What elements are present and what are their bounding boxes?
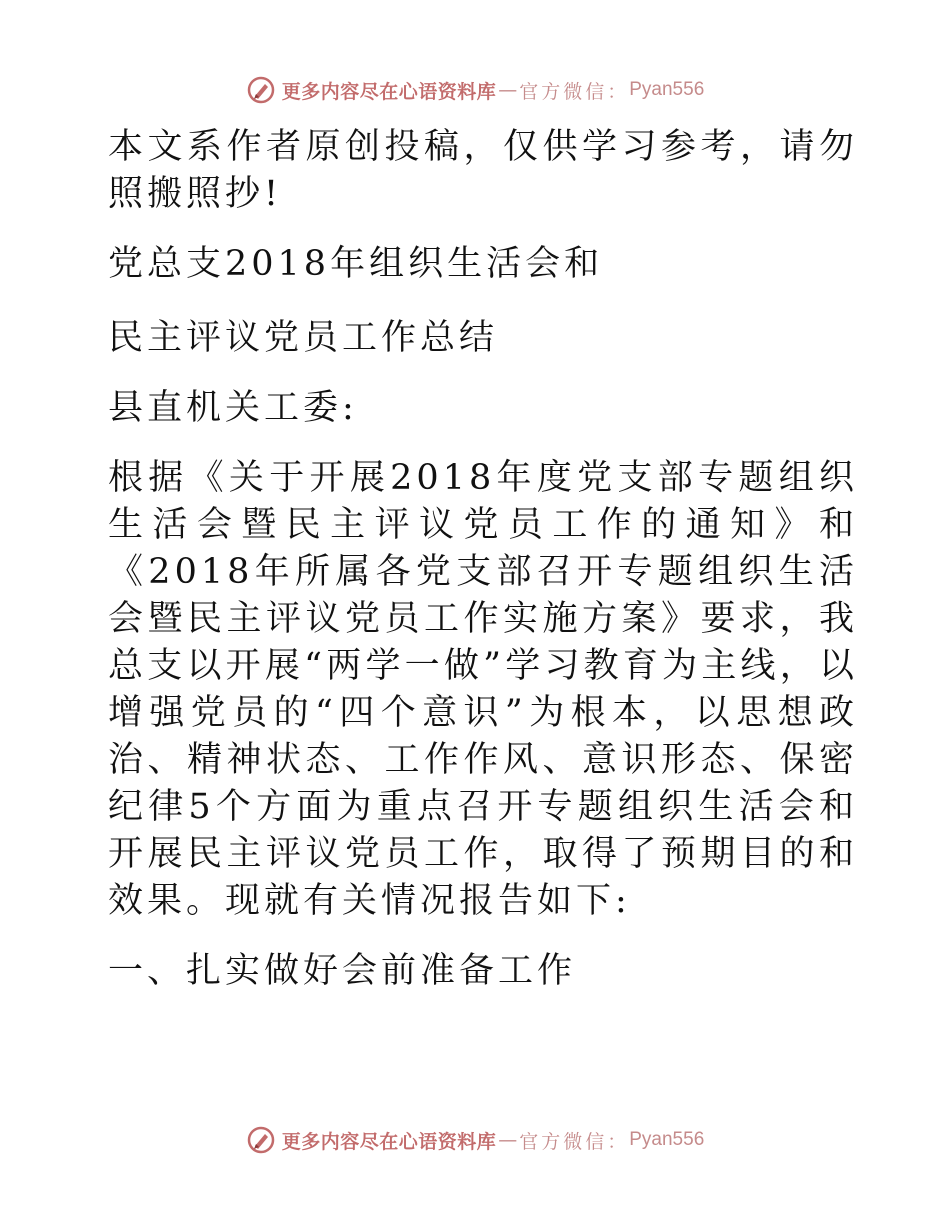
header-watermark <box>0 70 950 110</box>
footer-watermark <box>0 1120 950 1160</box>
watermark-dash: — <box>498 1129 518 1151</box>
original-work-notice: 本文系作者原创投稿，仅供学习参考，请勿照搬照抄! <box>108 127 858 214</box>
writing-pen-logo-icon <box>246 1125 276 1155</box>
writing-pen-logo-icon <box>246 75 276 105</box>
watermark-dash: — <box>498 79 518 101</box>
watermark-wechat-label: 官方微信： <box>519 1130 630 1153</box>
addressee: 县直机关工委: <box>108 388 358 428</box>
section-heading: 一、扎实做好会前准备工作 <box>108 951 577 991</box>
watermark-wechat-id: Pyan556 <box>629 1129 705 1150</box>
watermark-main-text: 更多内容尽在心语资料库 <box>281 80 497 103</box>
body-paragraph: 根据《关于开展2018年度党支部专题组织生活会暨民主评议党员工作的通知》和《2018年所属各党支部召开专题组织生活会暨民主评议党员工作实施方案》要求，我总支以开展“两学一做”学习教育为主线，以增强党员的“四个意识”为根本，以思想政治、精神状态、工作作风、意识形态、保密纪律5个方面为重点召开专题组织生活会和开展民主评议党员工作，取得了预期目的和效果。现就有关情况报告如下: <box>108 458 858 921</box>
document-title-line-2: 民主评议党员工作总结 <box>108 318 499 358</box>
document-body <box>98 124 858 995</box>
watermark-main-text: 更多内容尽在心语资料库 <box>281 1130 497 1153</box>
watermark-wechat-id: Pyan556 <box>629 79 705 100</box>
document-title-line-1: 党总支2018年组织生活会和 <box>108 244 604 284</box>
watermark-wechat-label: 官方微信： <box>519 80 630 103</box>
